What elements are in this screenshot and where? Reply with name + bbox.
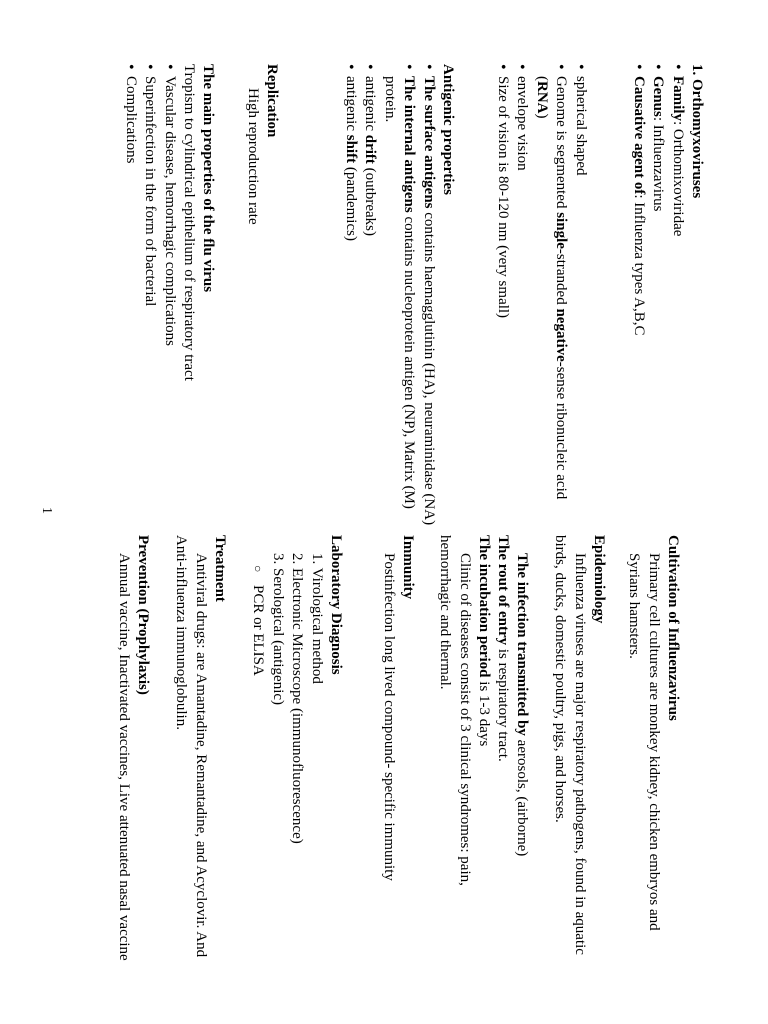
lab-list bbox=[248, 553, 326, 844]
treatment-text: Antiviral drugs: are Amantadine, Remantadine, and Acyclovir. And Anti-influenza immunoglobulin. bbox=[173, 535, 209, 958]
prevention-text: Annual vaccine, Inactivated vaccines, Live attenuated nasal vaccine bbox=[116, 553, 132, 961]
epidemiology-text: Influenza viruses are major respiratory pathogens, found in aquatic birds, ducks, domestic poultry, pigs, and horses. bbox=[552, 535, 588, 955]
flu-properties-intro: Tropism to cylindrical epithelium of respiratory tract bbox=[181, 64, 197, 381]
structure-list bbox=[493, 64, 591, 534]
list-item: • Family: Orthomixoviridae bbox=[668, 64, 688, 534]
treatment-heading: Treatment bbox=[212, 535, 228, 602]
list-item: • spherical shaped bbox=[571, 64, 591, 534]
list-item: 1. Virological method bbox=[309, 553, 325, 684]
list-item: 3. Serological (antigenic) bbox=[270, 553, 286, 706]
list-item: • Complications bbox=[121, 64, 141, 534]
list-item: • Genome is segmented single-stranded negative-sense ribonucleic acid (RNA) bbox=[532, 64, 571, 534]
list-item: • The surface antigens contains haemagglutinin (HA), neuraminidase (NA) bbox=[419, 64, 439, 534]
classification-list bbox=[629, 64, 688, 534]
antigenic-list bbox=[341, 64, 439, 534]
list-item: • Genus: Influenzavirus bbox=[648, 64, 668, 534]
replication-heading: Replication bbox=[264, 64, 280, 138]
list-item: • Vascular disease, hemorrhagic complications bbox=[160, 64, 180, 534]
list-item: • Superinfection in the form of bacterial bbox=[140, 64, 160, 534]
list-item: 2. Electronic Microscope (immunofluorescence) bbox=[289, 553, 306, 844]
immunity-text: Postinfection long lived compound- specific immunity bbox=[381, 553, 397, 881]
list-item: • Size of vision is 80-120 nm (very small) bbox=[493, 64, 513, 534]
flu-properties-list bbox=[121, 64, 180, 534]
transmission-line: The infection transmitted by aerosols, (airborne) bbox=[514, 553, 530, 857]
prevention-heading: Prevention (Prophylaxis) bbox=[135, 535, 151, 695]
page-number: 1 bbox=[39, 507, 54, 514]
clinic-text: Clinic of diseases consist of 3 clinical syndromes: pain, hemorrhagic and thermal. bbox=[437, 535, 473, 886]
list-item: • antigenic shift (pandemics) bbox=[341, 64, 361, 534]
entry-line: The rout of entry is respiratory tract. bbox=[495, 535, 511, 762]
flu-properties-heading: The main properties of the flu virus bbox=[200, 64, 216, 293]
cultivation-heading: Cultivation of Influenzavirus bbox=[665, 535, 681, 721]
section-heading: 1. Orthomyxoviruses bbox=[689, 64, 705, 199]
list-item: • The internal antigens contains nucleoprotein antigen (NP), Matrix (M) protein. bbox=[380, 64, 419, 534]
list-item: • Causative agent of: Influenza types A,B,C bbox=[629, 64, 649, 534]
incubation-line: The incubation period is 1-3 days bbox=[476, 535, 492, 747]
epidemiology-heading: Epidemiology bbox=[591, 535, 607, 624]
list-item: ○ PCR or ELISA bbox=[248, 553, 268, 844]
list-item: • envelope vision bbox=[512, 64, 532, 534]
antigenic-heading: Antigenic properties bbox=[440, 64, 456, 195]
replication-text: High reproduction rate bbox=[245, 88, 261, 225]
cultivation-text: Primary cell cultures are monkey kidney, chicken embryos and Syrians hamsters. bbox=[626, 553, 662, 931]
list-item: • antigenic drift (outbreaks) bbox=[360, 64, 380, 534]
lab-heading: Laboratory Diagnosis bbox=[328, 535, 344, 675]
immunity-heading: Immunity bbox=[400, 535, 416, 600]
